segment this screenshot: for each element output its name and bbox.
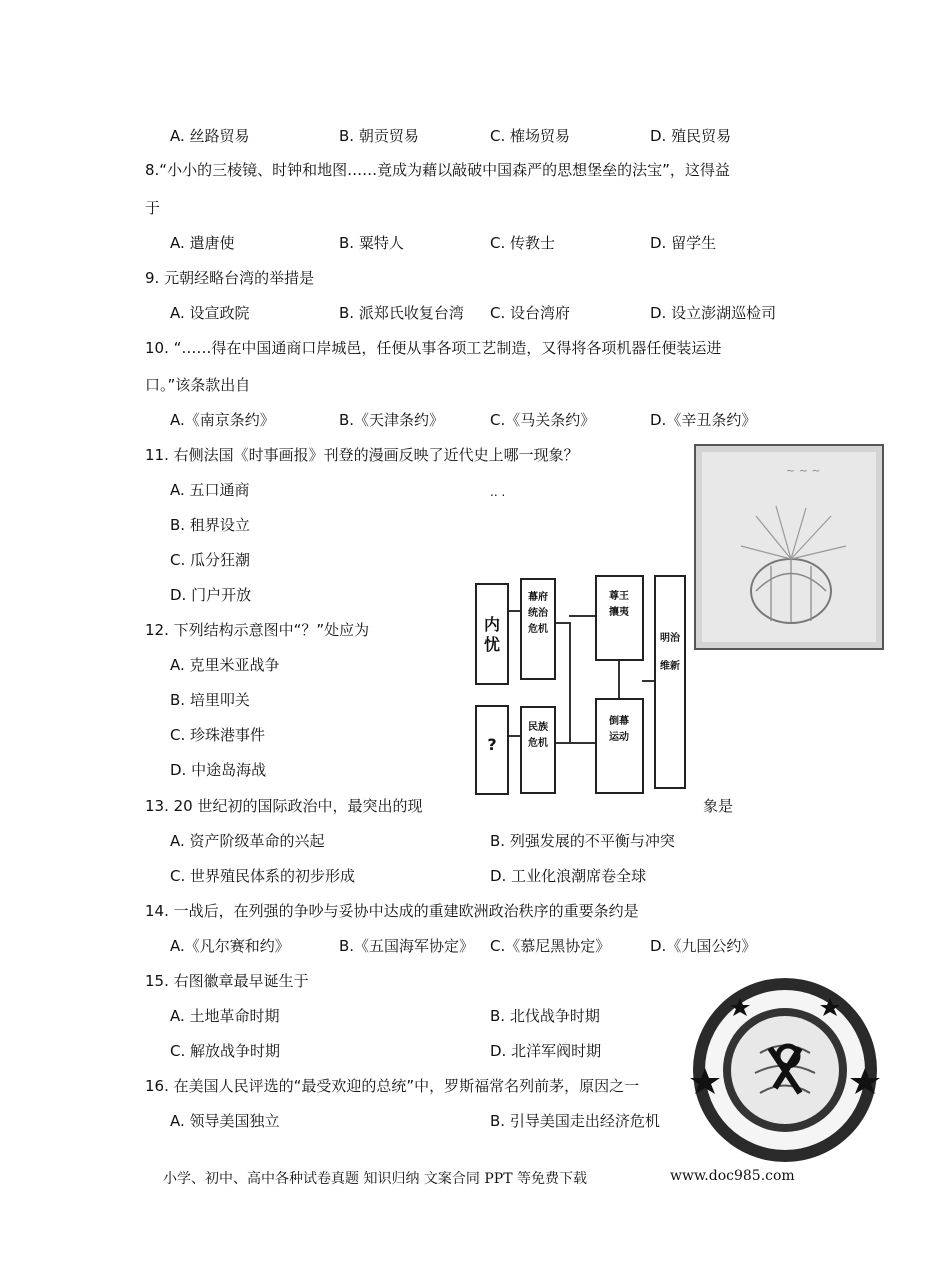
q15-stem: 15. 右图徽章最早诞生于 — [145, 972, 309, 990]
q10-option-a: A.《南京条约》 — [170, 411, 275, 429]
box-mufu — [520, 578, 556, 680]
q16-stem: 16. 在美国人民评选的“最受欢迎的总统”中，罗斯福常名列前茅，原因之一 — [145, 1077, 640, 1095]
q13-stem-part2: 象是 — [703, 797, 734, 815]
q8-stem-line2: 于 — [145, 199, 161, 217]
box-neiyou-label: 内忧 — [483, 615, 500, 654]
q15-option-d: D. 北洋军阀时期 — [490, 1042, 602, 1060]
q13-option-c: C. 世界殖民体系的初步形成 — [170, 867, 356, 885]
q13-option-d: D. 工业化浪潮席卷全球 — [490, 867, 647, 885]
q16-option-b: B. 引导美国走出经济危机 — [490, 1112, 660, 1130]
q12-stem: 12. 下列结构示意图中“？”处应为 — [145, 621, 370, 639]
q9-option-b: B. 派郑氏收复台湾 — [339, 304, 464, 322]
q7-option-a: A. 丝路贸易 — [170, 127, 250, 145]
svg-text:~ ~ ~: ~ ~ ~ — [786, 464, 821, 477]
q9-stem: 9. 元朝经略台湾的举措是 — [145, 269, 315, 287]
q10-stem-line2: 口。”该条款出自 — [145, 376, 251, 394]
q11-option-c: C. 瓜分狂潮 — [170, 551, 251, 569]
box-meiji — [654, 575, 686, 789]
q10-option-d: D.《辛丑条约》 — [650, 411, 757, 429]
q12-option-c: C. 珍珠港事件 — [170, 726, 266, 744]
connector — [554, 742, 570, 744]
q14-option-b: B.《五国海军协定》 — [339, 937, 475, 955]
q8-option-b: B. 粟特人 — [339, 234, 404, 252]
box-daomu-label: 倒幕运动 — [609, 716, 629, 743]
q11-stray-marks: .. . — [490, 485, 506, 499]
box-unknown-label: ? — [487, 735, 497, 754]
connector — [569, 742, 595, 744]
q8-option-d: D. 留学生 — [650, 234, 717, 252]
connector — [554, 622, 570, 624]
q10-option-c: C.《马关条约》 — [490, 411, 596, 429]
q11-option-a: A. 五口通商 — [170, 481, 250, 499]
q7-option-b: B. 朝贡贸易 — [339, 127, 419, 145]
q10-stem-line1: 10. “……得在中国通商口岸城邑，任便从事各项工艺制造，又得将各项机器任便装运进 — [145, 339, 722, 357]
melon-cartoon-drawing — [696, 446, 882, 648]
box-zunwang — [595, 575, 644, 661]
q8-stem-line1: 8.“小小的三棱镜、时钟和地图……竟成为藉以敲破中国森严的思想堡垒的法宝”，这得益 — [145, 161, 730, 179]
q11-option-b: B. 租界设立 — [170, 516, 250, 534]
q12-option-a: A. 克里米亚战争 — [170, 656, 280, 674]
box-minzu-label: 民族危机 — [528, 722, 548, 749]
q13-stem-part1: 13. 20 世纪初的国际政治中，最突出的现 — [145, 797, 423, 815]
q8-option-c: C. 传教士 — [490, 234, 556, 252]
q7-option-c: C. 榷场贸易 — [490, 127, 571, 145]
footer-text: 小学、初中、高中各种试卷真题 知识归纳 文案合同 PPT 等免费下载 — [163, 1171, 587, 1187]
box-neiyou — [475, 583, 509, 685]
badge-image — [680, 968, 890, 1173]
q8-option-a: A. 遣唐使 — [170, 234, 235, 252]
q16-option-a: A. 领导美国独立 — [170, 1112, 280, 1130]
q15-option-c: C. 解放战争时期 — [170, 1042, 281, 1060]
q9-option-c: C. 设台湾府 — [490, 304, 571, 322]
q10-option-b: B.《天津条约》 — [339, 411, 445, 429]
q14-option-d: D.《九国公约》 — [650, 937, 757, 955]
footer-url[interactable]: www.doc985.com — [670, 1168, 795, 1184]
q14-option-c: C.《慕尼黑协定》 — [490, 937, 611, 955]
box-zunwang-label: 尊王攘夷 — [609, 591, 629, 618]
q14-option-a: A.《凡尔赛和约》 — [170, 937, 290, 955]
badge-emblem-drawing — [680, 968, 890, 1173]
q9-option-a: A. 设宣政院 — [170, 304, 250, 322]
box-daomu — [595, 698, 644, 794]
q13-option-b: B. 列强发展的不平衡与冲突 — [490, 832, 675, 850]
structure-diagram — [470, 570, 690, 795]
q11-stem: 11. 右侧法国《时事画报》刊登的漫画反映了近代史上哪一现象？ — [145, 446, 579, 464]
box-unknown — [475, 705, 509, 795]
q11-option-d: D. 门户开放 — [170, 586, 252, 604]
q12-option-b: B. 培里叩关 — [170, 691, 250, 709]
q7-option-d: D. 殖民贸易 — [650, 127, 732, 145]
q15-option-b: B. 北伐战争时期 — [490, 1007, 600, 1025]
q12-option-d: D. 中途岛海战 — [170, 761, 267, 779]
q15-option-a: A. 土地革命时期 — [170, 1007, 280, 1025]
connector — [507, 735, 521, 737]
q14-stem: 14. 一战后，在列强的争吵与妥协中达成的重建欧洲政治秩序的重要条约是 — [145, 902, 639, 920]
connector — [642, 680, 654, 682]
connector — [507, 610, 521, 612]
connector — [569, 622, 571, 744]
cartoon-image — [694, 444, 884, 650]
q13-option-a: A. 资产阶级革命的兴起 — [170, 832, 325, 850]
connector — [569, 615, 595, 617]
box-meiji-label: 明治维新 — [660, 633, 680, 672]
box-minzu — [520, 706, 556, 794]
arrow-down — [618, 660, 620, 698]
box-mufu-label: 幕府统治危机 — [528, 592, 548, 635]
q9-option-d: D. 设立澎湖巡检司 — [650, 304, 777, 322]
